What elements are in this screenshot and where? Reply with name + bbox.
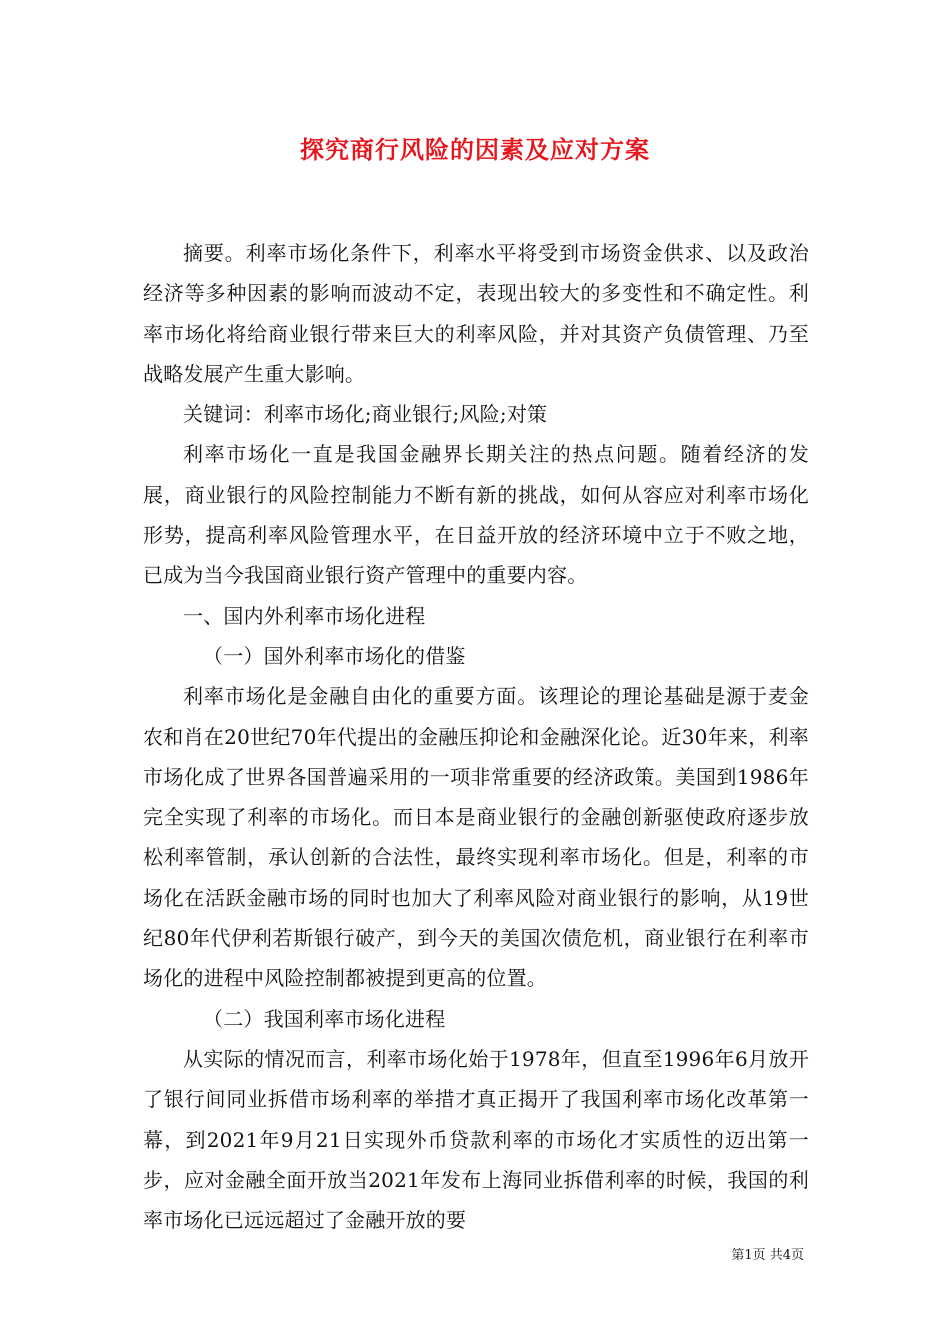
document-title: 探究商行风险的因素及应对方案 xyxy=(300,135,650,164)
section-heading-1: 一、国内外利率市场化进程 xyxy=(183,603,426,628)
keywords-paragraph: 关键词：利率市场化;商业银行;风险;对策 xyxy=(183,402,548,427)
page-number: 第1页 共4页 xyxy=(731,1248,804,1263)
document-body xyxy=(143,233,809,1240)
body-paragraph: 从实际的情况而言，利率市场化始于1978年，但直至1996年6月放开了银行间同业拆借市场利率的举措才真正揭开了我国利率市场化改革第一幕，到2021年9月21日实现外币贷款利率的市场化才实质性的迈出第一步，应对金融全面开放当2021年发布上海同业拆借利率的时候，我国的利率市场化已远远超过了金融开放的要 xyxy=(143,1046,809,1233)
subsection-heading-2: （二）我国利率市场化进程 xyxy=(203,1006,446,1031)
intro-paragraph: 利率市场化一直是我国金融界长期关注的热点问题。随着经济的发展，商业银行的风险控制能力不断有新的挑战，如何从容应对利率市场化形势，提高利率风险管理水平，在日益开放的经济环境中立于不败之地，已成为当今我国商业银行资产管理中的重要内容。 xyxy=(143,442,809,588)
subsection-heading-1: （一）国外利率市场化的借鉴 xyxy=(203,643,466,668)
body-paragraph: 利率市场化是金融自由化的重要方面。该理论的理论基础是源于麦金农和肖在20世纪70年代提出的金融压抑论和金融深化论。近30年来，利率市场化成了世界各国普遍采用的一项非常重要的经济政策。美国到1986年完全实现了利率的市场化。而日本是商业银行的金融创新驱使政府逐步放松利率管制，承认创新的合法性，最终实现利率市场化。但是，利率的市场化在活跃金融市场的同时也加大了利率风险对商业银行的影响，从19世纪80年代伊利若斯银行破产，到今天的美国次债危机，商业银行在利率市场化的进程中风险控制都被提到更高的位置。 xyxy=(143,684,809,991)
abstract-paragraph: 摘要。利率市场化条件下，利率水平将受到市场资金供求、以及政治经济等多种因素的影响而波动不定，表现出较大的多变性和不确定性。利率市场化将给商业银行带来巨大的利率风险，并对其资产负债管理、乃至战略发展产生重大影响。 xyxy=(143,241,809,386)
